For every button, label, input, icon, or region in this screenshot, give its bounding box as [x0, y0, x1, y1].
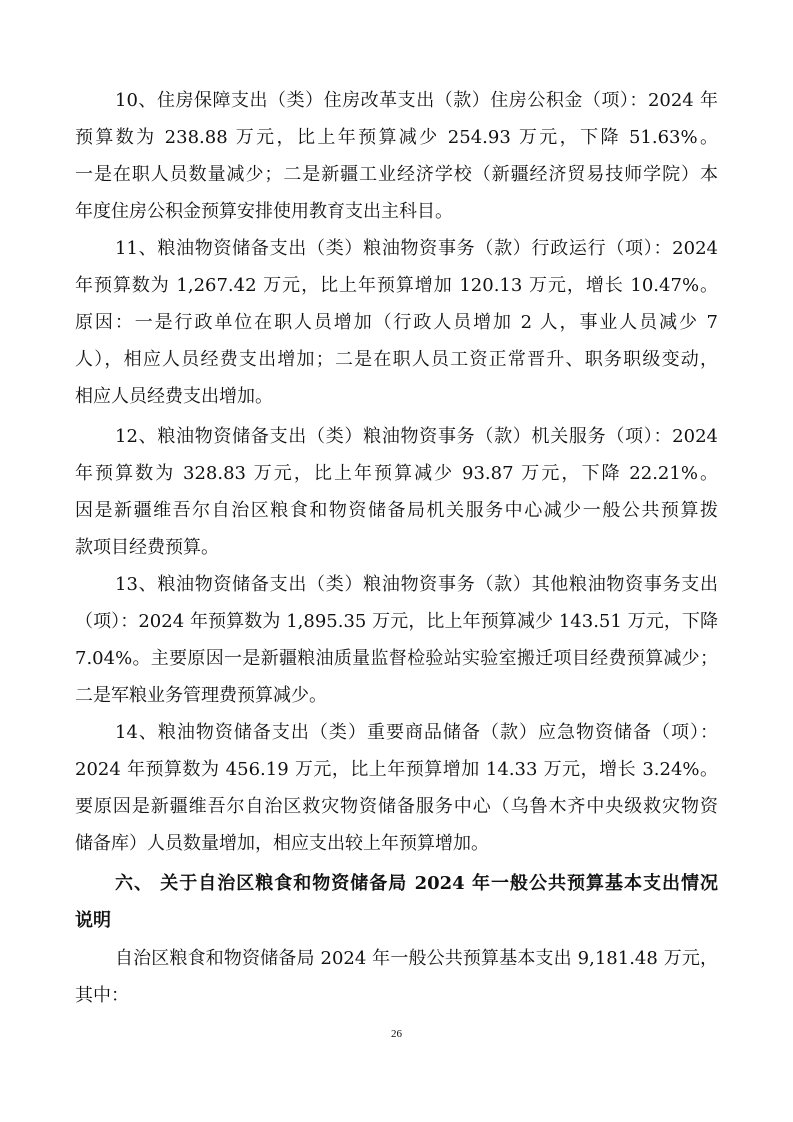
- item-11-line-5: 相应人员经费支出增加。: [75, 385, 273, 407]
- item-13-line-1: 13、粮油物资储备支出（类）粮油物资事务（款）其他粮油物资事务支出: [115, 573, 718, 595]
- item-12-line-1: 12、粮油物资储备支出（类）粮油物资事务（款）机关服务（项）：2024: [115, 425, 718, 447]
- item-10-line-1: 10、住房保障支出（类）住房改革支出（款）住房公积金（项）：2024 年: [115, 89, 718, 111]
- section-heading-line-1: 六、 关于自治区粮食和物资储备局 2024 年一般公共预算基本支出情况: [115, 872, 718, 894]
- item-10-line-2: 预算数为 238.88 万元，比上年预算减少 254.93 万元，下降 51.63%。: [75, 126, 718, 148]
- item-13-line-4: 二是军粮业务管理费预算减少。: [75, 684, 327, 706]
- item-12-line-4: 款项目经费预算。: [75, 536, 219, 558]
- item-14-line-2: 2024 年预算数为 456.19 万元，比上年预算增加 14.33 万元，增长 3.24%。: [75, 758, 718, 780]
- item-12-line-3: 因是新疆维吾尔自治区粮食和物资储备局机关服务中心减少一般公共预算拨: [75, 499, 718, 521]
- item-11-line-3: 原因：一是行政单位在职人员增加（行政人员增加 2 人，事业人员减少 7: [75, 311, 718, 333]
- section-heading-line-2: 说明: [75, 909, 111, 931]
- item-14-line-3: 要原因是新疆维吾尔自治区救灾物资储备服务中心（乌鲁木齐中央级救灾物资: [75, 795, 718, 817]
- section-body-line-2: 其中：: [75, 984, 129, 1006]
- item-13-line-3: 7.04%。主要原因一是新疆粮油质量监督检验站实验室搬迁项目经费预算减少；: [75, 647, 718, 669]
- item-14-line-4: 储备库）人员数量增加，相应支出较上年预算增加。: [75, 832, 489, 854]
- item-10-line-3: 一是在职人员数量减少；二是新疆工业经济学校（新疆经济贸易技师学院）本: [75, 163, 718, 185]
- section-body-line-1: 自治区粮食和物资储备局 2024 年一般公共预算基本支出 9,181.48 万元，: [115, 947, 718, 969]
- item-10-line-4: 年度住房公积金预算安排使用教育支出主科目。: [75, 200, 453, 222]
- item-11-line-2: 年预算数为 1,267.42 万元，比上年预算增加 120.13 万元，增长 10.47%。: [75, 274, 718, 296]
- item-13-line-2: （项）：2024 年预算数为 1,895.35 万元，比上年预算减少 143.51 万元，下降: [75, 610, 718, 632]
- item-11-line-1: 11、粮油物资储备支出（类）粮油物资事务（款）行政运行（项）：2024: [115, 237, 718, 259]
- item-14-line-1: 14、粮油物资储备支出（类）重要商品储备（款）应急物资储备（项）：: [115, 721, 718, 743]
- item-12-line-2: 年预算数为 328.83 万元，比上年预算减少 93.87 万元，下降 22.21%。: [75, 462, 718, 484]
- item-11-line-4: 人），相应人员经费支出增加；二是在职人员工资正常晋升、职务职级变动，: [75, 348, 718, 370]
- page-number: 26: [391, 1028, 402, 1040]
